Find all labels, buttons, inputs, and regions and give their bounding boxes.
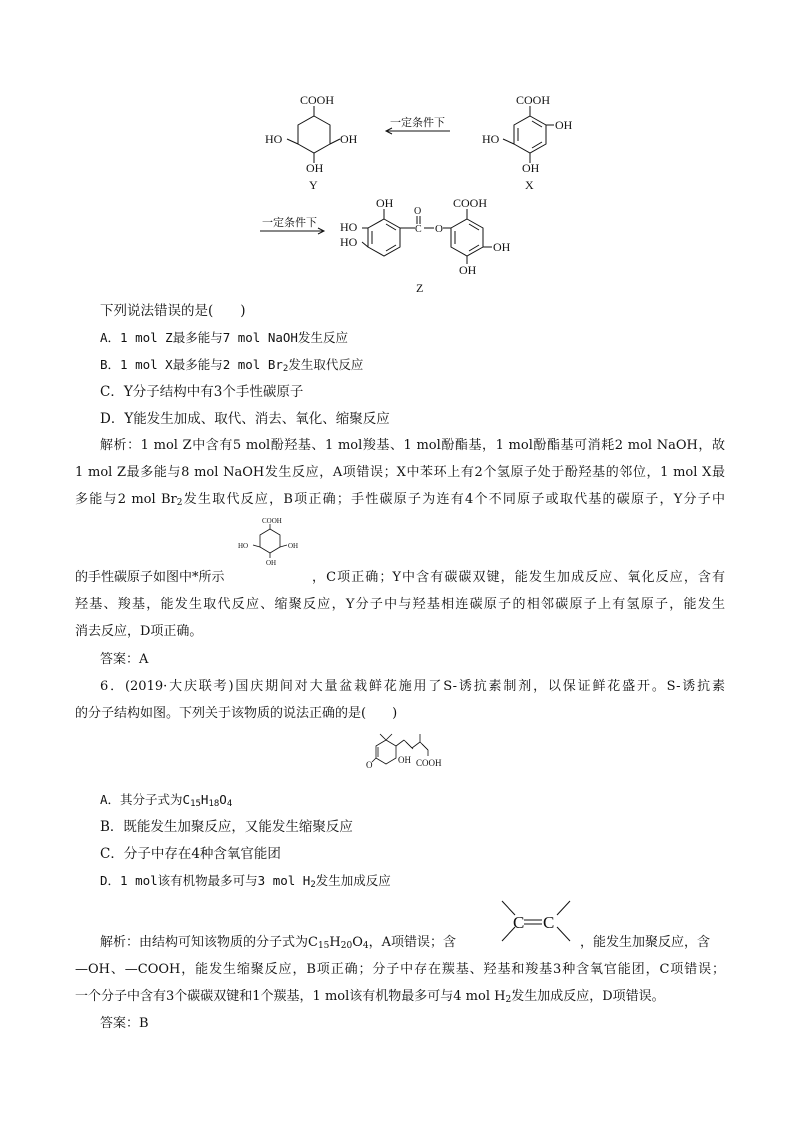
z-ester-o-label: O xyxy=(435,223,443,235)
y-oh-bottom-label: OH xyxy=(306,161,324,175)
q5-explanation-line-3: 多能与2 mol $Br_2$发生取代反应，B项正确；手性碳原子为连有4个不同原子或取代基的碳原子，Y分子中 xyxy=(75,492,725,508)
z-ho-b-label: HO xyxy=(340,235,358,249)
q6-option-c: C．分子中存在4种含氧官能团 xyxy=(100,846,281,862)
compound-y-label: Y xyxy=(309,178,318,192)
y-oh-right-label: OH xyxy=(340,132,358,146)
q5-explanation-line-4a: 的手性碳原子如图中*所示 xyxy=(75,570,225,585)
q5-explanation-line-6: 消去反应，D项正确。 xyxy=(75,624,203,639)
q5-explanation-line-2: 1 mol Z最多能与8 mol NaOH发生反应，A项错误；X中苯环上有2个氢原子处于酚羟基的邻位，1 mol X最 xyxy=(75,465,725,480)
q5-option-d: D．Y能发生加成、取代、消去、氧化、缩聚反应 xyxy=(100,411,390,427)
y-ho-label: HO xyxy=(265,132,283,146)
cc-left-label: C xyxy=(513,913,525,932)
reaction-scheme xyxy=(240,88,580,298)
abscisic-acid-structure xyxy=(362,730,472,778)
cc-right-label: C xyxy=(543,913,555,932)
arrow-top-condition: 一定条件下 xyxy=(390,117,445,129)
mini-ho-label: HO xyxy=(238,542,249,550)
q5-explanation-line-4b: ，C项正确；Y中含有碳碳双键，能发生加成反应、氧化反应，含有 xyxy=(312,570,725,585)
q6-explanation-line-3: 一个分子中含有3个碳碳双键和1个羰基，1 mol该有机物最多可与4 mol $H_2$发生加成反应，D项错误。 xyxy=(75,989,665,1005)
q5-explanation-line-5: 羟基、羧基，能发生取代反应、缩聚反应，Y分子中与羟基相连碳原子的相邻碳原子上有氢原子，能发生 xyxy=(75,597,725,612)
q5-option-c: C．Y分子结构中有3个手性碳原子 xyxy=(100,384,304,400)
y-cooh-label: COOH xyxy=(300,93,335,107)
z-cooh-label: COOH xyxy=(453,196,488,210)
q6-explanation-line-2: —OH、—COOH，能发生缩聚反应，B项正确；分子中存在羰基、羟基和羧基3种含氧官能团，C项错误； xyxy=(75,962,725,977)
q6-option-d: D．1 mol该有机物最多可与3 mol $H_2$发生加成反应 xyxy=(100,873,391,890)
x-oh-right-label: OH xyxy=(555,118,573,132)
q5-explanation-line-1: 解析：1 mol Z中含有5 mol酚羟基、1 mol羧基、1 mol酚酯基，1 mol酚酯基可消耗2 mol NaOH，故 xyxy=(100,438,725,453)
z-ho-a-label: HO xyxy=(340,220,358,234)
q6-stem-line-2: 的分子结构如图。下列关于该物质的说法正确的是( ) xyxy=(75,706,398,721)
q6-option-b: B．既能发生加聚反应，又能发生缩聚反应 xyxy=(100,819,353,835)
mol-oh-label: OH xyxy=(398,755,411,765)
mini-oh-right-label: OH xyxy=(288,542,299,550)
z-c-label: C xyxy=(415,224,422,235)
q6-explanation-line-1b: ，能发生加聚反应，含 xyxy=(580,935,711,950)
mini-oh-bottom-label: OH xyxy=(266,559,277,567)
compound-x-label: X xyxy=(525,178,534,192)
q5-option-a: A．1 mol Z最多能与7 mol NaOH发生反应 xyxy=(100,330,348,345)
q6-option-a: A．其分子式为$C_{15}H_{18}O_4$ xyxy=(100,792,233,809)
carbon-carbon-double-bond-structure xyxy=(494,895,578,951)
z-oh-bottom-label: OH xyxy=(459,263,477,277)
z-carbonyl-o-label: O xyxy=(414,206,422,217)
z-oh-top-label: OH xyxy=(376,196,394,210)
q6-answer: 答案：B xyxy=(100,1016,149,1031)
x-oh-bottom-label: OH xyxy=(522,161,540,175)
z-oh-right-label: OH xyxy=(493,240,511,254)
q6-stem-line-1: 6．(2019·大庆联考)国庆期间对大量盆栽鲜花施用了S-诱抗素制剂，以保证鲜花盛开。S-诱抗素 xyxy=(100,679,725,694)
mol-o-label: O xyxy=(366,760,373,770)
compound-z-label: Z xyxy=(416,281,424,295)
x-cooh-label: COOH xyxy=(516,93,551,107)
q5-stem: 下列说法错误的是( ) xyxy=(100,303,246,319)
mini-cooh-label: COOH xyxy=(262,517,282,525)
q5-answer: 答案：A xyxy=(100,652,149,667)
x-ho-label: HO xyxy=(482,132,500,146)
mol-cooh-label: COOH xyxy=(416,758,442,768)
arrow-bottom-condition: 一定条件下 xyxy=(262,217,317,229)
q6-explanation-line-1a: 解析：由结构可知该物质的分子式为$C_{15}H_{20}O_4$，A项错误；含 xyxy=(100,935,456,951)
q5-option-b: B．1 mol X最多能与2 mol $Br_2$发生取代反应 xyxy=(100,357,364,374)
